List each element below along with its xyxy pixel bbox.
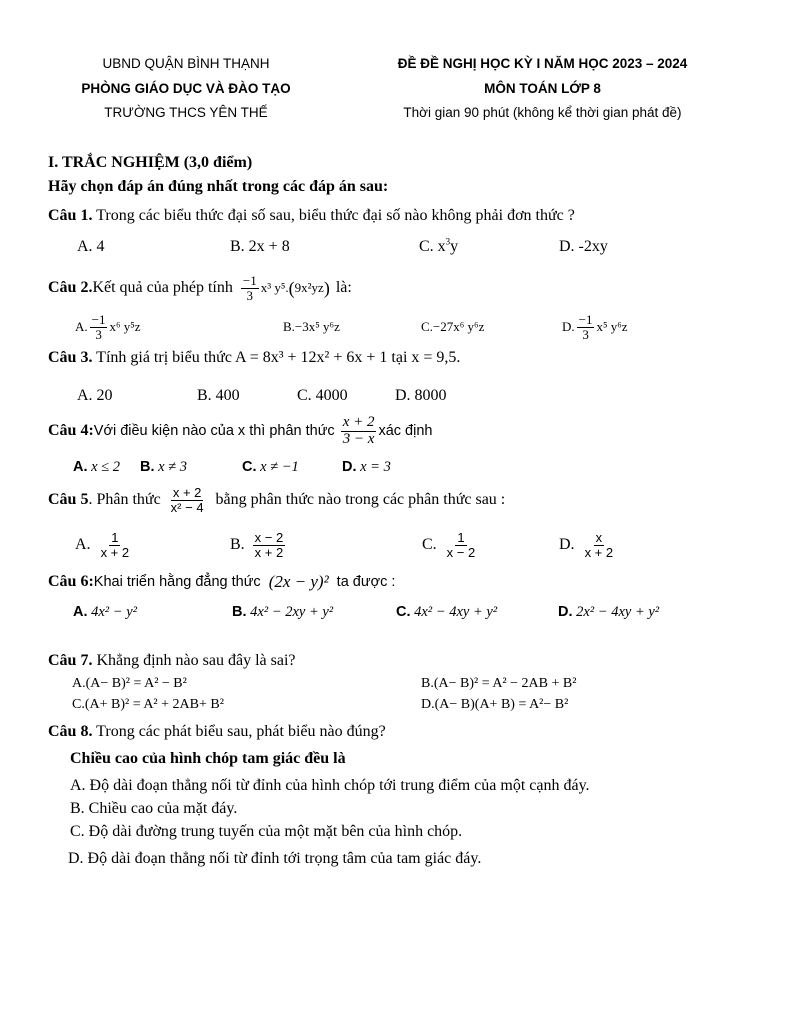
q5-option-a: A. $\frac{1}{x + 2}$ (75, 529, 130, 560)
header-exam-title: ĐỀ ĐỀ NGHỊ HỌC KỲ I NĂM HỌC 2023 – 2024 (397, 56, 688, 71)
q6-expression: (2x − y)² (268, 572, 329, 591)
q2-paren-expression: 9x²yz (294, 280, 324, 295)
q5-option-d: D. $\frac{x}{x + 2}$ (559, 529, 614, 560)
q4-option-b: B. x ≠ 3 (140, 459, 188, 475)
q3-option-b: B. 400 (197, 387, 240, 404)
q5-fraction: $\frac{x + 2}{\text{x² − 4}}$ (170, 484, 204, 515)
question-5 (48, 480, 505, 520)
q6-option-c: C. 4x² − 4xy + y² (396, 604, 498, 620)
question-text: Tính giá trị biểu thức A = 8x³ + 12x² + 6x + 1 tại x = 9,5. (92, 349, 461, 366)
q8-option-c: C. Độ dài đường trung tuyến của một mặt bên của hình chóp. (70, 823, 463, 840)
q1-option-a: A. 4 (77, 238, 105, 255)
q7-option-b: B.(A− B)² = A² − 2AB + B² (421, 676, 577, 691)
question-label: Câu 7. (48, 652, 93, 669)
question-text: Trong các biểu thức đại số sau, biểu thức đại số nào không phải đơn thức ? (92, 207, 575, 224)
q1-option-d: D. -2xy (559, 238, 608, 255)
question-text: Khai triển hằng đẳng thức (93, 574, 261, 590)
q4-fraction: $\frac{x + 2}{3 - x}$ (342, 413, 375, 447)
q1-option-c: C. $x^3y$ (419, 236, 459, 255)
question-text: Với điều kiện nào của x thì phân thức (93, 423, 335, 439)
q4-tail: xác định (378, 423, 433, 439)
q3-option-d: D. 8000 (395, 387, 447, 404)
question-label: Câu 4: (48, 422, 94, 439)
q2-option-b: B.−3x⁵ y⁶z (283, 319, 340, 334)
q8-stem: Chiều cao của hình chóp tam giác đều là (70, 750, 346, 767)
question-label: Câu 2. (48, 279, 93, 296)
q8-option-d: D. Độ dài đoạn thẳng nối từ đỉnh tới trọng tâm của tam giác đáy. (68, 850, 482, 867)
q6-option-b: B. 4x² − 2xy + y² (232, 604, 334, 620)
question-label: Câu 8. (48, 723, 93, 740)
q2-fraction: $\frac{-1}{3}$ (242, 272, 257, 303)
header-district: UBND QUẬN BÌNH THẠNH (102, 56, 270, 71)
q5-tail: bằng phân thức nào trong các phân thức sau : (215, 491, 506, 508)
q6-tail: ta được : (336, 574, 396, 590)
question-text: Kết quả của phép tính (92, 279, 233, 296)
header-department: PHÒNG GIÁO DỤC VÀ ĐÀO TẠO (81, 81, 291, 96)
question-label: Câu 5 (48, 491, 89, 508)
q2-option-d: D. $\frac{-1}{3}$ x⁵ y⁶z (562, 311, 628, 342)
question-text: Trong các phát biểu sau, phát biểu nào đúng? (92, 723, 386, 740)
question-label: Câu 6: (48, 573, 94, 590)
q1-option-b: B. 2x + 8 (230, 238, 290, 255)
q2-expression: x³ y⁵. (260, 280, 289, 295)
question-3 (48, 349, 460, 367)
q5-option-c: C. $\frac{1}{x - 2}$ (422, 529, 476, 560)
q7-option-c: C.(A+ B)² = A² + 2AB+ B² (72, 697, 224, 712)
q8-option-b: B. Chiều cao của mặt đáy. (70, 800, 238, 817)
question-1 (48, 207, 575, 225)
q6-option-d: D. 2x² − 4xy + y² (558, 604, 660, 620)
q5-option-b: B. $\frac{x - 2}{x + 2}$ (230, 529, 284, 560)
question-6 (48, 568, 395, 596)
q2-option-c: C.−27x⁶ y⁶z (421, 319, 485, 334)
section-instruction: Hãy chọn đáp án đúng nhất trong các đáp án sau: (48, 178, 389, 195)
q4-option-d: D. x = 3 (342, 459, 391, 475)
question-4 (48, 412, 432, 450)
q2-option-a: A. $\frac{-1}{3}$ x⁶ y⁵z (75, 311, 141, 342)
section-title: I. TRẮC NGHIỆM (3,0 điểm) (48, 154, 253, 171)
question-text: Khẳng định nào sau đây là sai? (92, 652, 296, 669)
header-duration: Thời gian 90 phút (không kể thời gian phát đề) (403, 105, 682, 120)
q4-option-a: A. x ≤ 2 (73, 459, 121, 475)
question-7 (48, 652, 296, 670)
q3-option-a: A. 20 (77, 387, 113, 404)
q7-option-d: D.(A− B)(A+ B) = A²− B² (421, 697, 569, 712)
question-text: . Phân thức (88, 491, 161, 508)
q8-option-a: A. Độ dài đoạn thẳng nối từ đỉnh của hình chóp tới trung điểm của một cạnh đáy. (70, 777, 590, 794)
question-2: Câu 2. Kết quả của phép tính $\frac{-1}{3}$ x³ y⁵. ( 9x²yz ) là: (48, 272, 352, 303)
question-8 (48, 723, 386, 741)
header-subject: MÔN TOÁN LỚP 8 (484, 81, 601, 96)
q4-option-c: C. x ≠ −1 (242, 459, 299, 475)
q7-option-a: A.(A− B)² = A² − B² (72, 676, 187, 691)
question-label: Câu 1. (48, 207, 93, 224)
q2-tail: là: (335, 279, 352, 296)
q3-option-c: C. 4000 (297, 387, 348, 404)
header-school: TRƯỜNG THCS YÊN THẾ (104, 105, 268, 120)
q6-option-a: A. 4x² − y² (73, 604, 137, 620)
question-label: Câu 3. (48, 349, 93, 366)
